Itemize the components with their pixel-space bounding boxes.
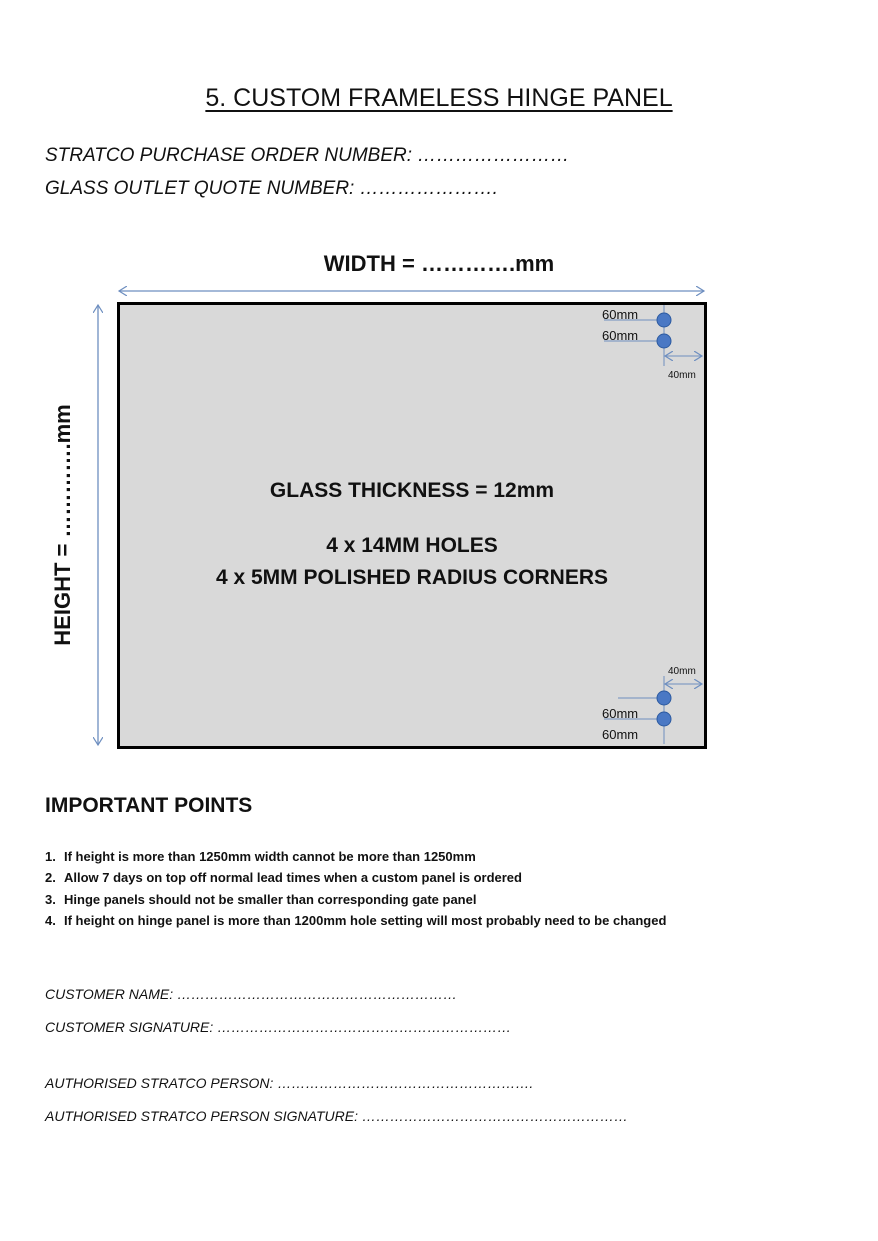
glass-thickness: GLASS THICKNESS = 12mm [269,479,555,502]
corners-spec: 4 x 5MM POLISHED RADIUS CORNERS [215,566,609,589]
purchase-order-field[interactable]: STRATCO PURCHASE ORDER NUMBER: …………………… [45,145,570,166]
important-points-list [45,846,666,931]
list-item: 3. Hinge panels should not be smaller than corresponding gate panel [45,891,477,907]
height-label: HEIGHT = ………….mm [50,404,75,646]
holes-spec: 4 x 14MM HOLES [326,534,498,557]
bottom-hole-dim-1: 60mm [602,706,639,721]
width-label: WIDTH = ………….mm [323,251,555,276]
customer-signature-field[interactable]: CUSTOMER SIGNATURE: ……………………………………………………… [45,1019,512,1035]
bottom-edge-dim: 40mm [668,666,696,677]
hinge-hole-icon [657,313,671,327]
hinge-hole-icon [657,334,671,348]
important-points-heading: IMPORTANT POINTS [45,794,253,817]
bottom-hole-dim-2: 60mm [602,727,639,742]
page-title: 5. CUSTOM FRAMELESS HINGE PANEL [205,84,673,112]
hinge-hole-icon [657,691,671,705]
authorised-person-field[interactable]: AUTHORISED STRATCO PERSON: ………………………………………………. [45,1075,534,1091]
hinge-hole-icon [657,712,671,726]
top-hole-dim-1: 60mm [602,307,639,322]
authorised-signature-field[interactable]: AUTHORISED STRATCO PERSON SIGNATURE: ………………………………………………… [45,1108,628,1124]
customer-name-field[interactable]: CUSTOMER NAME: …………………………………………………… [45,986,457,1002]
list-item: 1. If height is more than 1250mm width cannot be more than 1250mm [45,849,476,864]
top-edge-dim: 40mm [668,370,696,381]
list-item: 4. If height on hinge panel is more than 1200mm hole setting will most probably need to be changed [45,912,667,928]
quote-number-field[interactable]: GLASS OUTLET QUOTE NUMBER: …………………. [45,178,498,199]
top-hole-dim-2: 60mm [602,328,639,343]
list-item: 2. Allow 7 days on top off normal lead times when a custom panel is ordered [45,870,522,886]
